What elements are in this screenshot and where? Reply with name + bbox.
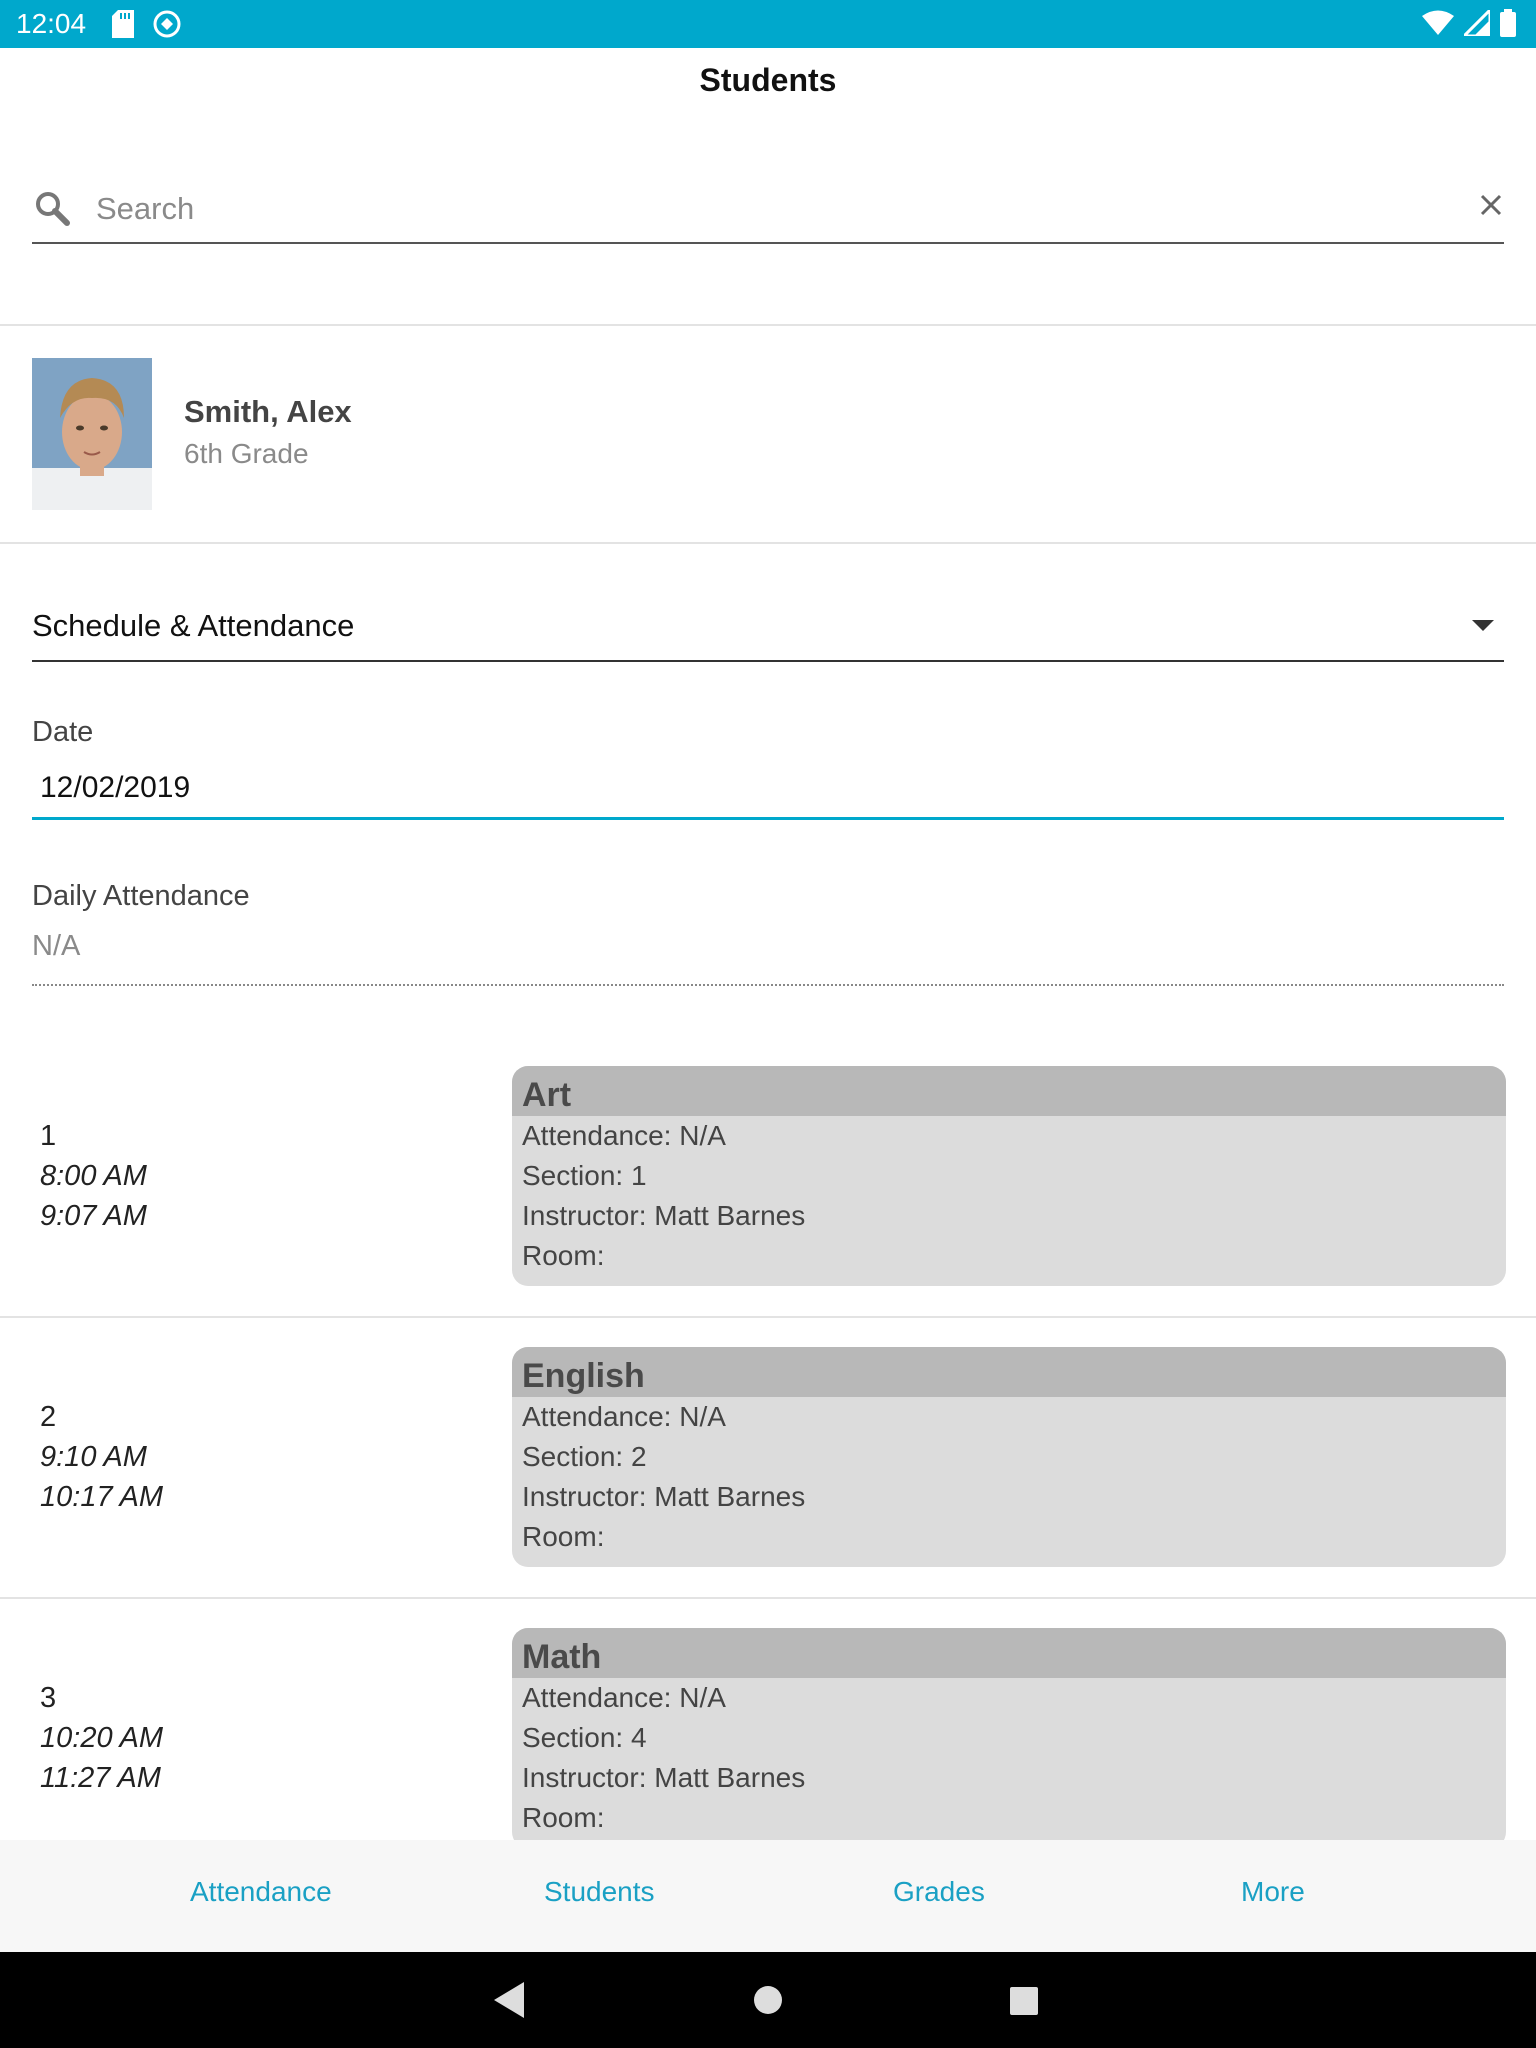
- period-start-time: 10:20 AM: [40, 1722, 164, 1754]
- period-end-time: 11:27 AM: [40, 1762, 161, 1794]
- period-end-time: 9:07 AM: [40, 1200, 147, 1232]
- class-instructor: Instructor: Matt Barnes: [522, 1762, 806, 1793]
- search-bar: [32, 176, 1504, 244]
- sync-icon: [152, 9, 182, 44]
- chevron-down-icon: [1472, 620, 1494, 631]
- period-start-time: 8:00 AM: [40, 1160, 147, 1192]
- recent-apps-icon[interactable]: [1010, 1987, 1038, 2015]
- back-icon[interactable]: [494, 1982, 524, 2018]
- date-label: Date: [32, 716, 94, 748]
- divider: [0, 324, 1536, 326]
- page-title: Students: [699, 62, 837, 98]
- class-room: Room:: [522, 1240, 605, 1271]
- period-number: 2: [40, 1401, 57, 1433]
- date-input[interactable]: [32, 758, 1504, 820]
- status-bar: [0, 0, 1536, 48]
- nav-attendance[interactable]: Attendance: [190, 1876, 332, 1907]
- class-card[interactable]: [512, 1628, 1506, 1840]
- period-number: 3: [40, 1682, 57, 1714]
- wifi-icon: [1422, 9, 1454, 42]
- search-input[interactable]: [94, 188, 1438, 230]
- bottom-nav: [0, 1840, 1536, 1952]
- schedule-row: [0, 1598, 1536, 1840]
- class-room: Room:: [522, 1802, 605, 1833]
- class-section: Section: 1: [522, 1160, 647, 1191]
- student-grade: 6th Grade: [184, 438, 309, 469]
- search-icon: [34, 190, 70, 231]
- cell-signal-icon: [1464, 10, 1490, 41]
- period-start-time: 9:10 AM: [40, 1441, 147, 1473]
- sd-card-icon: [112, 10, 134, 43]
- avatar: [32, 358, 152, 510]
- view-selector[interactable]: [32, 594, 1504, 662]
- status-time: 12:04: [16, 8, 87, 39]
- class-instructor: Instructor: Matt Barnes: [522, 1200, 806, 1231]
- daily-attendance-label: Daily Attendance: [32, 880, 250, 912]
- class-name: Math: [512, 1628, 1506, 1678]
- student-card[interactable]: [0, 328, 1536, 542]
- daily-attendance-value: N/A: [32, 930, 1504, 986]
- student-name: Smith, Alex: [184, 394, 352, 429]
- view-selector-label: Schedule & Attendance: [32, 608, 355, 643]
- system-nav-bar: [0, 1952, 1536, 2048]
- home-icon[interactable]: [754, 1986, 782, 2014]
- schedule-row: [0, 1317, 1536, 1597]
- nav-grades[interactable]: Grades: [893, 1876, 985, 1907]
- class-attendance: Attendance: N/A: [522, 1401, 726, 1432]
- class-name: English: [512, 1347, 1506, 1397]
- class-instructor: Instructor: Matt Barnes: [522, 1481, 806, 1512]
- class-section: Section: 2: [522, 1441, 647, 1472]
- divider: [0, 542, 1536, 544]
- class-attendance: Attendance: N/A: [522, 1682, 726, 1713]
- class-section: Section: 4: [522, 1722, 647, 1753]
- class-card[interactable]: [512, 1347, 1506, 1567]
- class-name: Art: [512, 1066, 1506, 1116]
- period-end-time: 10:17 AM: [40, 1481, 164, 1513]
- nav-students[interactable]: Students: [544, 1876, 655, 1907]
- battery-icon: [1500, 9, 1516, 42]
- nav-more[interactable]: More: [1241, 1876, 1305, 1907]
- clear-search-icon[interactable]: [1478, 192, 1504, 223]
- schedule-row: [0, 1036, 1536, 1316]
- class-attendance: Attendance: N/A: [522, 1120, 726, 1151]
- class-room: Room:: [522, 1521, 605, 1552]
- period-number: 1: [40, 1120, 57, 1152]
- class-card[interactable]: [512, 1066, 1506, 1286]
